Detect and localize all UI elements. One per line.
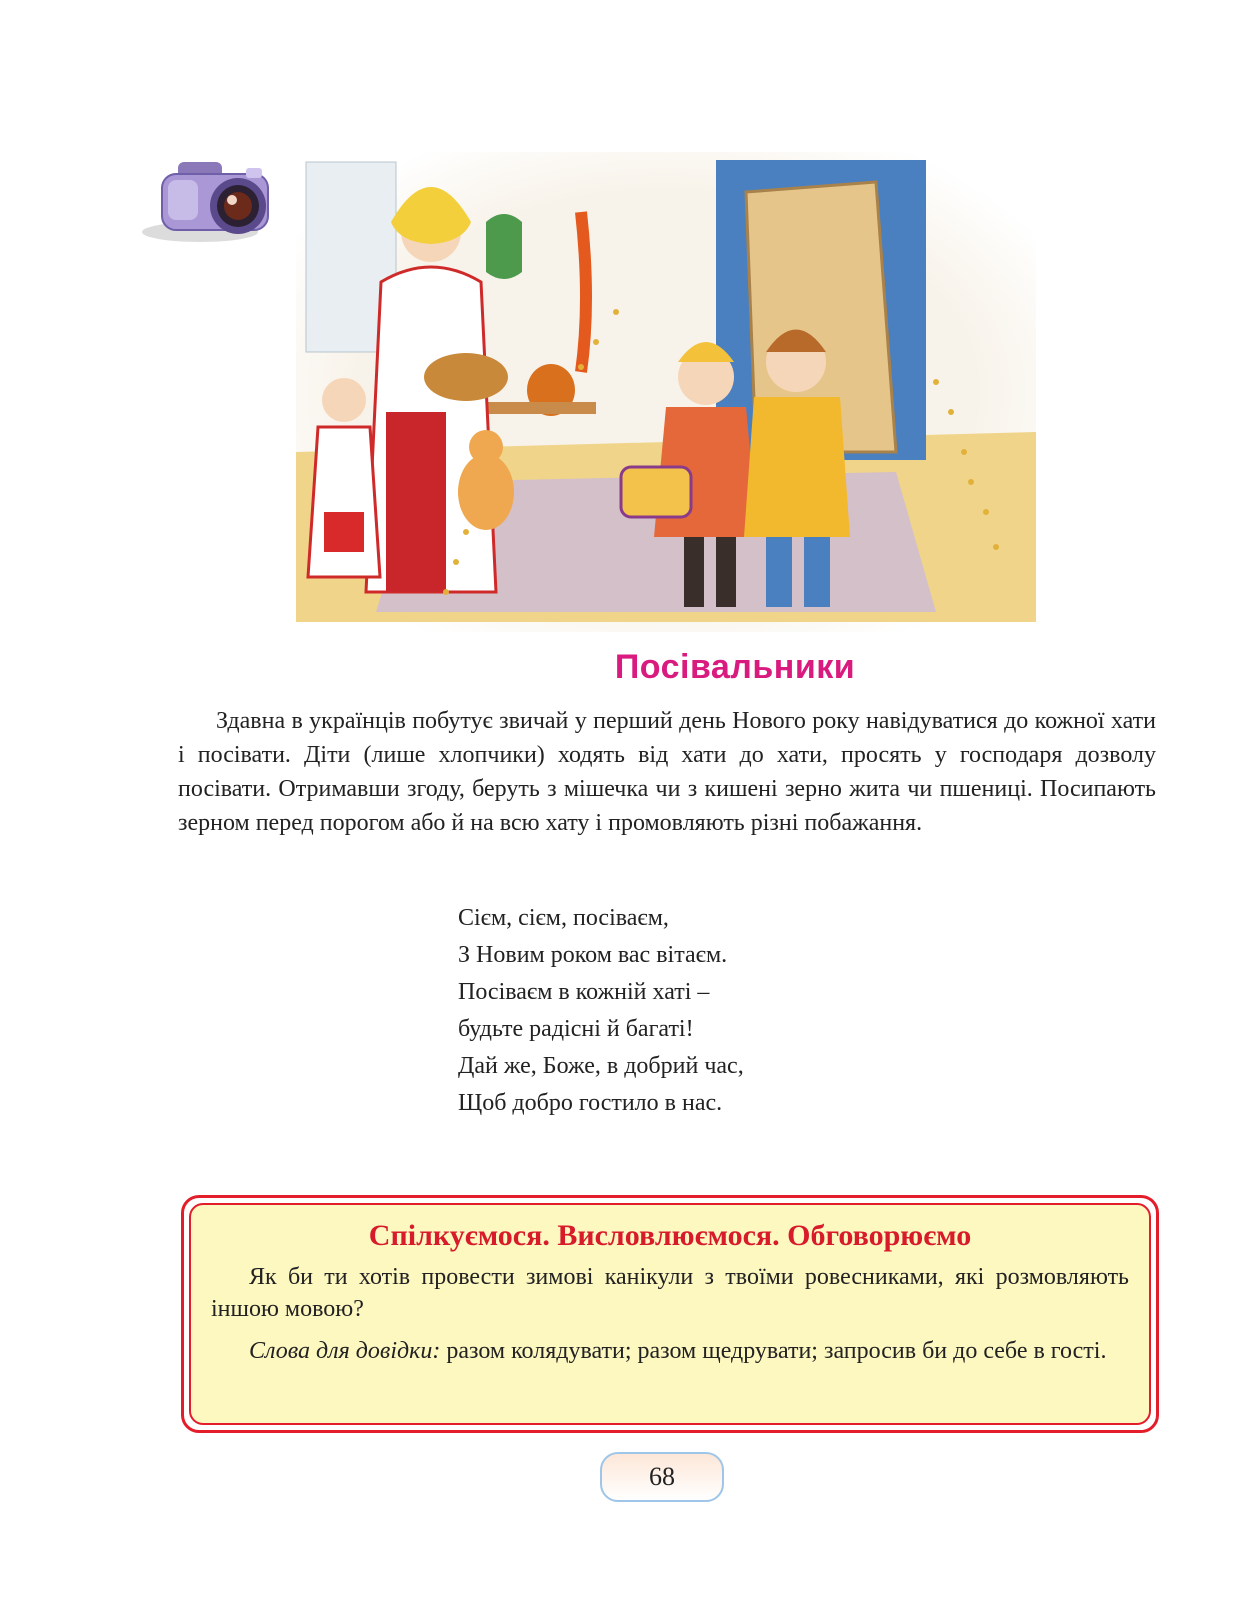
camera-icon bbox=[138, 148, 278, 248]
discussion-question: Як би ти хотів провести зимові канікули з твоїми ровесниками, які розмовляють іншою мовою? bbox=[211, 1264, 1129, 1322]
discussion-box bbox=[181, 1195, 1159, 1433]
carolers-illustration bbox=[296, 152, 1036, 632]
poem-line: Посіваєм в кожній хаті – bbox=[458, 979, 710, 1005]
poem-line: Щоб добро гостило в нас. bbox=[458, 1090, 723, 1116]
intro-paragraph: Здавна в українців побутує звичай у перший день Нового року навідуватися до кожної хати і посівати. Діти (лише хлопчики) ходять від хати до хати, просять у господаря дозволу посівати. Отримавши згоду, беруть з мішечка чи з кишені зерно жита чи пшениці. Посипають зерном перед порогом або й на всю хату і промовляють різні побажання. bbox=[178, 708, 1156, 836]
poem-line: Дай же, Боже, в добрий час, bbox=[458, 1053, 744, 1079]
poem-line: будьте радісні й багаті! bbox=[458, 1016, 694, 1042]
poem-line: Сієм, сієм, посіваєм, bbox=[458, 905, 669, 931]
page-number: 68 bbox=[600, 1452, 724, 1502]
discussion-heading: Спілкуємося. Висловлюємося. Обговорюємо bbox=[368, 1219, 972, 1252]
discussion-hint bbox=[211, 1335, 1129, 1367]
hint-text: разом колядувати; разом щедрувати; запросив би до себе в гості. bbox=[440, 1338, 1107, 1364]
poem-line: З Новим роком вас вітаєм. bbox=[458, 942, 728, 968]
page-title: Посівальники bbox=[614, 648, 856, 686]
poem bbox=[458, 900, 744, 1122]
discussion-box-inner bbox=[189, 1203, 1151, 1425]
hint-label: Слова для довідки: bbox=[249, 1338, 441, 1364]
